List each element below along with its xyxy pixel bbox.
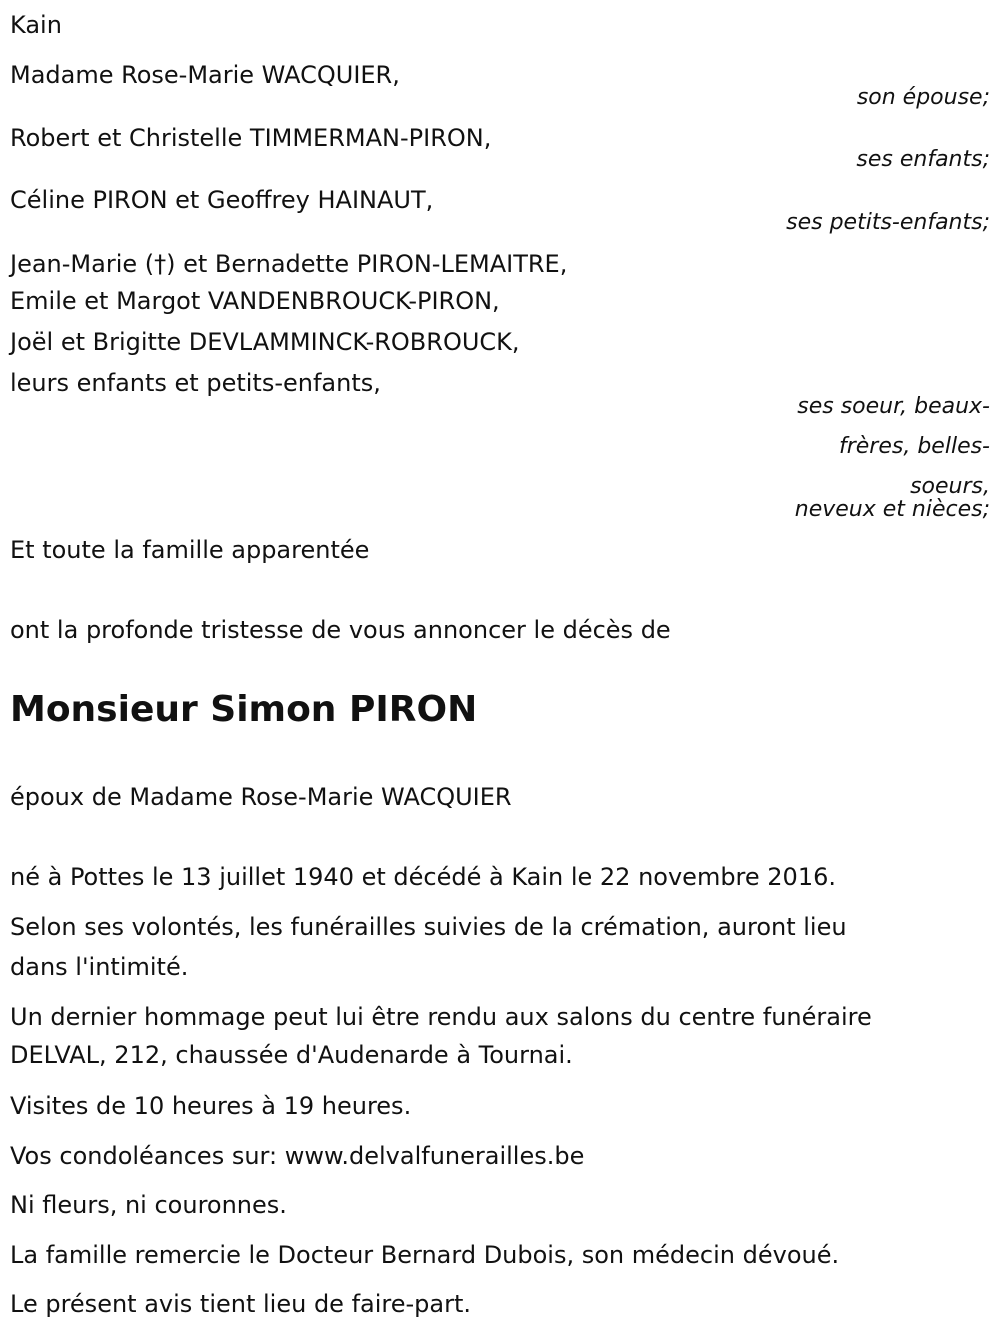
family-names: Joël et Brigitte DEVLAMMINCK-ROBROUCK, [10,328,520,356]
family-relation: soeurs, [910,474,990,499]
family-relation: frères, belles- [838,434,990,459]
family-names: Robert et Christelle TIMMERMAN-PIRON, [10,124,492,152]
detail-line: né à Pottes le 13 juillet 1940 et décédé à Kain le 22 novembre 2016. [10,863,836,891]
family-names: Madame Rose-Marie WACQUIER, [10,61,400,89]
announcement: ont la profonde tristesse de vous annoncer le décès de [10,616,671,644]
extended-family: Et toute la famille apparentée [10,536,370,564]
family-names: leurs enfants et petits-enfants, [10,369,381,397]
family-relation: ses soeur, beaux- [797,394,990,419]
detail-line: Ni fleurs, ni couronnes. [10,1191,287,1219]
family-names: Emile et Margot VANDENBROUCK-PIRON, [10,287,500,315]
spouse-line: époux de Madame Rose-Marie WACQUIER [10,783,512,811]
detail-line: Visites de 10 heures à 19 heures. [10,1092,412,1120]
deceased-name: Monsieur Simon PIRON [10,689,478,730]
family-relation: son épouse; [856,85,990,110]
detail-line: Un dernier hommage peut lui être rendu aux salons du centre funéraire [10,1003,872,1031]
detail-line: DELVAL, 212, chaussée d'Audenarde à Tournai. [10,1041,573,1069]
detail-line: dans l'intimité. [10,953,189,981]
family-names: Jean-Marie (†) et Bernadette PIRON-LEMAITRE, [10,250,568,278]
condolences-line: Vos condoléances sur: www.delvalfunerailles.be [10,1142,585,1170]
family-names: Céline PIRON et Geoffrey HAINAUT, [10,186,434,214]
family-relation: ses petits-enfants; [786,210,990,235]
family-relation: neveux et nièces; [794,497,990,522]
family-relation: ses enfants; [856,147,990,172]
location: Kain [10,11,62,39]
detail-line: Selon ses volontés, les funérailles suivies de la crémation, auront lieu [10,913,847,941]
detail-line: La famille remercie le Docteur Bernard Dubois, son médecin dévoué. [10,1241,840,1269]
detail-line: Le présent avis tient lieu de faire-part. [10,1290,472,1318]
